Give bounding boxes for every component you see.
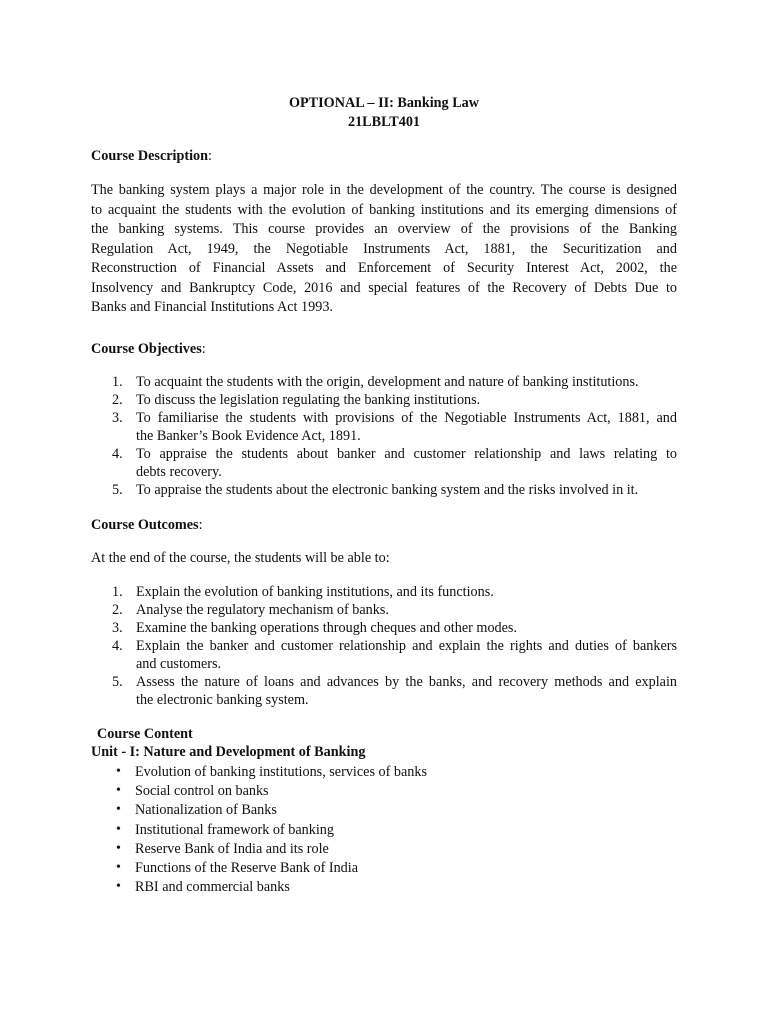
item-number: 4. <box>112 638 123 654</box>
objectives-heading-text: Course Objectives <box>91 341 202 357</box>
list-item <box>91 840 427 859</box>
item-text: To acquaint the students with the origin, development and nature of banking institutions. <box>136 374 639 390</box>
objectives-heading <box>91 340 206 358</box>
item-text: Explain the evolution of banking institutions, and its functions. <box>136 584 494 600</box>
item-text: debts recovery. <box>136 464 222 480</box>
bullet-icon: • <box>116 859 121 875</box>
topic-text: Reserve Bank of India and its role <box>135 840 329 857</box>
list-item <box>91 878 427 897</box>
item-number: 1. <box>112 374 123 390</box>
description-line: Reconstruction of Financial Assets and Enforcement of Security Interest Act, 2002, the <box>91 260 677 276</box>
item-text: To appraise the students about the electronic banking system and the risks involved in it. <box>136 482 639 498</box>
bullet-icon: • <box>116 783 121 799</box>
description-line: the banking systems. This course provides an overview of the provisions of the Banking <box>91 221 677 237</box>
list-item <box>91 859 427 878</box>
list-item <box>91 601 677 619</box>
outcomes-heading-text: Course Outcomes <box>91 517 199 533</box>
list-item <box>91 481 677 499</box>
item-number: 2. <box>112 602 123 618</box>
topic-text: Social control on banks <box>135 783 269 800</box>
list-item <box>91 763 427 782</box>
topic-text: RBI and commercial banks <box>135 879 290 896</box>
item-text: To appraise the students about banker and customer relationship and laws relating to <box>136 446 677 462</box>
item-text: Explain the banker and customer relationship and explain the rights and duties of bankers <box>136 638 677 654</box>
bullet-icon: • <box>116 879 121 895</box>
item-text: and customers. <box>136 656 222 672</box>
topic-text: Functions of the Reserve Bank of India <box>135 859 359 876</box>
description-heading-text: Course Description <box>91 148 209 164</box>
list-item <box>91 801 427 820</box>
bullet-icon: • <box>116 764 121 779</box>
bullet-icon: • <box>116 840 121 856</box>
description-paragraph <box>91 181 677 318</box>
description-line: Insolvency and Bankruptcy Code, 2016 and special features of the Recovery of Debts Due to <box>91 279 677 296</box>
outcomes-intro: At the end of the course, the students will be able to: <box>91 550 390 566</box>
description-line: to acquaint the students with the evolution of banking institutions and its emerging dimensions of <box>91 201 677 218</box>
description-line: The banking system plays a major role in the development of the country. The course is designed <box>91 182 677 198</box>
bullet-icon: • <box>116 821 121 837</box>
list-item <box>91 673 677 709</box>
item-text: Examine the banking operations through cheques and other modes. <box>136 620 517 636</box>
list-item <box>91 445 677 481</box>
list-item <box>91 391 677 409</box>
outcomes-list <box>91 583 677 709</box>
unit1-heading: Unit - I: Nature and Development of Banking <box>91 744 366 760</box>
course-code: 21LBLT401 <box>347 114 421 130</box>
list-item <box>91 637 677 673</box>
item-number: 3. <box>112 620 123 636</box>
item-number: 5. <box>112 674 123 690</box>
course-title: OPTIONAL – II: Banking Law <box>288 95 479 111</box>
topic-text: Nationalization of Banks <box>135 802 277 819</box>
item-text: Analyse the regulatory mechanism of banks. <box>136 602 389 618</box>
item-text: To discuss the legislation regulating the banking institutions. <box>136 392 481 408</box>
item-number: 4. <box>112 446 123 462</box>
outcomes-heading-colon: : <box>198 517 203 533</box>
list-item <box>91 373 677 391</box>
description-heading <box>91 147 212 165</box>
item-text: the Banker’s Book Evidence Act, 1891. <box>136 428 361 444</box>
list-item <box>91 782 427 801</box>
item-number: 3. <box>112 410 123 426</box>
item-number: 2. <box>112 392 123 408</box>
item-number: 1. <box>112 584 123 600</box>
item-number: 5. <box>112 482 123 498</box>
topic-text: Evolution of banking institutions, services of banks <box>135 764 427 780</box>
list-item <box>91 619 677 637</box>
description-heading-colon: : <box>208 148 212 164</box>
bullet-icon: • <box>116 802 121 818</box>
list-item <box>91 583 677 601</box>
description-line: Regulation Act, 1949, the Negotiable Instruments Act, 1881, the Securitization and <box>91 240 677 257</box>
outcomes-heading <box>91 516 203 534</box>
description-line: Banks and Financial Institutions Act 1993. <box>91 299 333 315</box>
item-text: Assess the nature of loans and advances by the banks, and recovery methods and explain <box>136 674 677 690</box>
item-text: To familiarise the students with provisions of the Negotiable Instruments Act, 1881, and <box>136 410 677 426</box>
item-text: the electronic banking system. <box>136 692 309 708</box>
unit1-topic-list <box>91 763 427 897</box>
list-item <box>91 821 427 840</box>
content-heading: Course Content <box>97 726 193 742</box>
objectives-heading-colon: : <box>201 341 206 357</box>
topic-text: Institutional framework of banking <box>135 821 334 838</box>
list-item <box>91 409 677 445</box>
objectives-list <box>91 373 677 499</box>
